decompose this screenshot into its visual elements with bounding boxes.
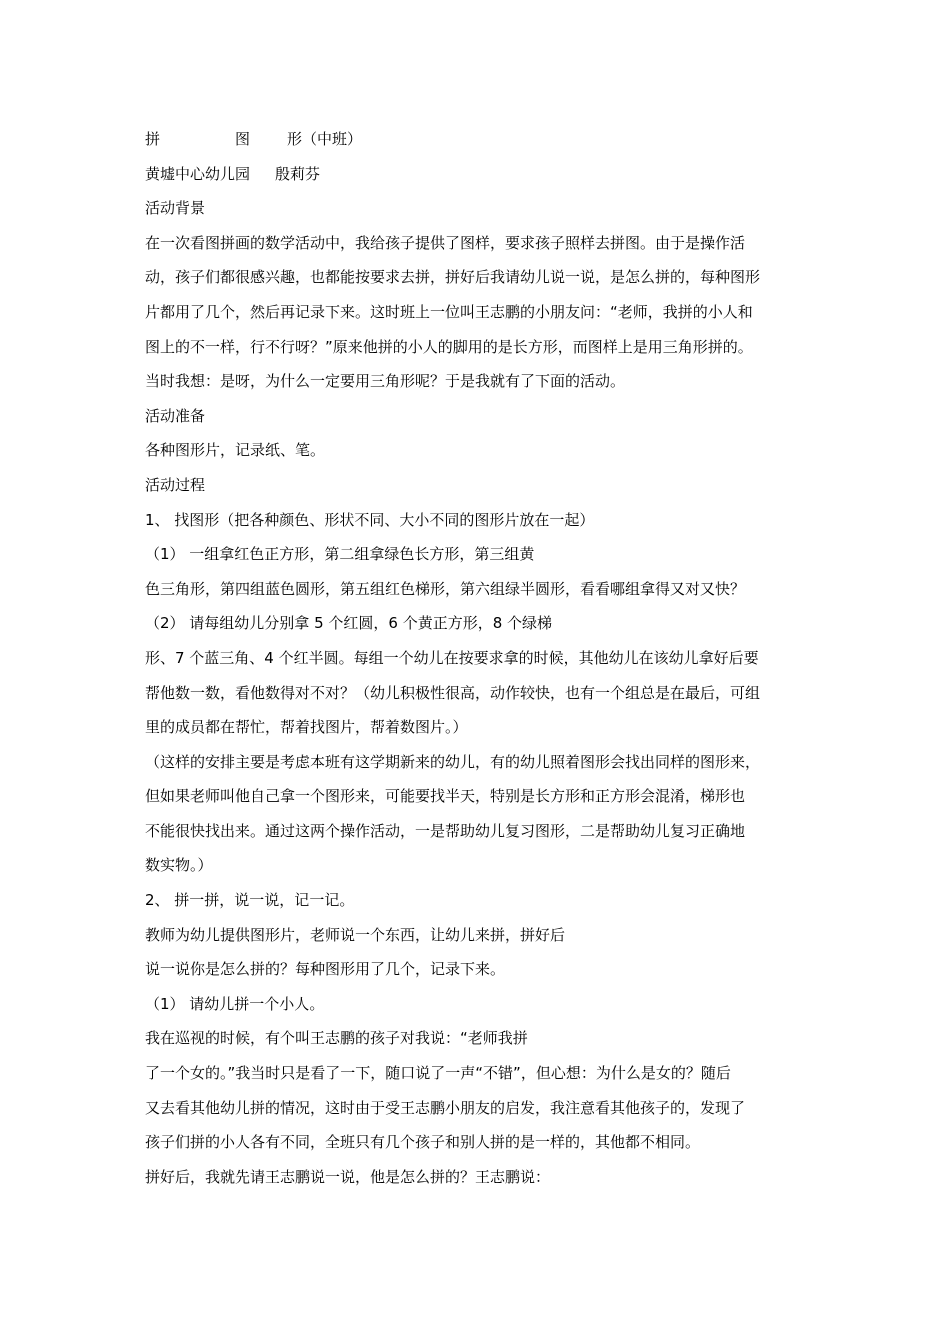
title-char-1: 拼 [145, 130, 161, 148]
author-name: 殷莉芬 [275, 164, 321, 183]
paragraph-line: 图上的不一样，行不行呀？”原来他拼的小人的脚用的是长方形，而图样上是用三角形拼的。 [145, 337, 753, 356]
paragraph-line: 色三角形，第四组蓝色圆形，第五组红色梯形，第六组绿半圆形，看看哪组拿得又对又快？ [145, 579, 746, 598]
author-school: 黄墟中心幼儿园 [145, 164, 251, 183]
step-heading-2: 2、 拼一拼，说一说，记一记。 [145, 891, 355, 910]
paragraph-line: 教师为幼儿提供图形片，老师说一个东西，让幼儿来拼，拼好后 [145, 925, 566, 944]
paragraph-line: 不能很快找出来。通过这两个操作活动，一是帮助幼儿复习图形，二是帮助幼儿复习正确地 [145, 821, 746, 840]
author-line [145, 157, 825, 192]
paragraph-line: 在一次看图拼画的数学活动中，我给孩子提供了图样，要求孩子照样去拼图。由于是操作活 [145, 233, 746, 252]
paragraph-line: 拼好后，我就先请王志鹏说一说，他是怎么拼的？王志鹏说： [145, 1167, 551, 1186]
paragraph-line: 帮他数一数，看他数得对不对？（幼儿积极性很高，动作较快，也有一个组总是在最后，可组 [145, 683, 761, 702]
section-heading-background: 活动背景 [145, 199, 206, 218]
paragraph-line: 里的成员都在帮忙，帮着找图片，帮着数图片。） [145, 718, 468, 737]
step-heading-1: 1、 找图形（把各种颜色、形状不同、大小不同的图形片放在一起） [145, 510, 595, 529]
paragraph-line: 形、7 个蓝三角、4 个红半圆。每组一个幼儿在按要求拿的时候，其他幼儿在该幼儿拿好后要 [145, 648, 759, 667]
paragraph-line: 又去看其他幼儿拼的情况，这时由于受王志鹏小朋友的启发，我注意看其他孩子的，发现了 [145, 1098, 746, 1117]
paragraph-line: 孩子们拼的小人各有不同，全班只有几个孩子和别人拼的是一样的，其他都不相同。 [145, 1133, 701, 1152]
document-body [145, 122, 825, 1194]
paragraph-line: 但如果老师叫他自己拿一个图形来，可能要找半天，特别是长方形和正方形会混淆，梯形也 [145, 787, 746, 806]
paragraph-line: 动，孩子们都很感兴趣，也都能按要求去拼，拼好后我请幼儿说一说，是怎么拼的，每种图形 [145, 268, 761, 287]
paragraph-line: 说一说你是怎么拼的？每种图形用了几个，记录下来。 [145, 960, 506, 979]
paragraph-line: 了一个女的。”我当时只是看了一下，随口说了一声“不错”，但心想：为什么是女的？随后 [145, 1064, 731, 1083]
paragraph-line: （2） 请每组幼儿分别拿 5 个红圆，6 个黄正方形，8 个绿梯 [145, 614, 553, 633]
paragraph-line: （1） 请幼儿拼一个小人。 [145, 994, 325, 1013]
title-char-2: 图 [235, 130, 251, 148]
paragraph-line: 我在巡视的时候，有个叫王志鹏的孩子对我说：“老师我拼 [145, 1029, 528, 1048]
section-heading-preparation: 活动准备 [145, 406, 206, 425]
document-title [145, 122, 825, 157]
paragraph-line: 数实物。） [145, 856, 213, 875]
paragraph-line: （这样的安排主要是考虑本班有这学期新来的幼儿，有的幼儿照着图形会找出同样的图形来， [145, 752, 761, 771]
paragraph-line: 当时我想：是呀，为什么一定要用三角形呢？于是我就有了下面的活动。 [145, 372, 626, 391]
paragraph-line: 各种图形片，记录纸、笔。 [145, 441, 326, 460]
paragraph-line: （1） 一组拿红色正方形，第二组拿绿色长方形，第三组黄 [145, 545, 535, 564]
paragraph-line: 片都用了几个，然后再记录下来。这时班上一位叫王志鹏的小朋友问：“老师，我拼的小人和 [145, 302, 753, 321]
section-heading-process: 活动过程 [145, 475, 206, 494]
title-char-3: 形（中班） [287, 130, 363, 148]
